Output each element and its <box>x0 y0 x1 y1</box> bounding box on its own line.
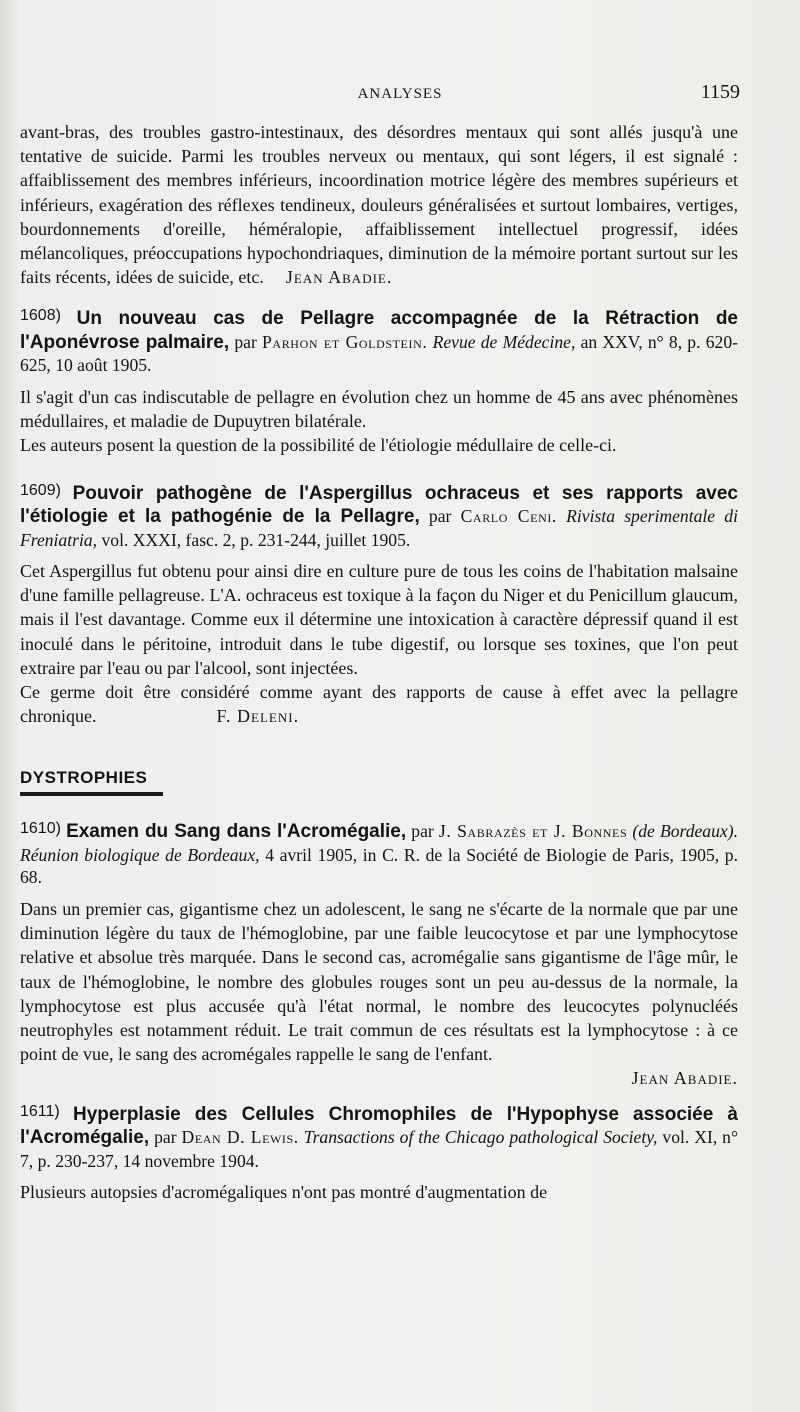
entry-citation: vol. XXXI, fasc. 2, p. 231-244, juillet 1905. <box>101 529 411 550</box>
abstract-entry-1611 <box>20 1101 738 1205</box>
entry-title: Pouvoir pathogène de l'Aspergillus ochraceus et ses rapports avec l'étiologie et la pathogénie de la Pellagre, <box>20 482 738 528</box>
entry-journal: (de Bordeaux). Réunion biologique de Bordeaux, <box>20 821 738 865</box>
entry-number: 1608) <box>20 307 61 325</box>
entry-citation: vol. XI, n° 7, p. 230-237, 14 novembre 1904. <box>20 1127 739 1171</box>
page-content <box>20 120 738 1204</box>
entry-journal: Rivista sperimentale di Freniatria, <box>20 506 738 550</box>
entry-by: par <box>154 1127 177 1148</box>
entry-number: 1609) <box>20 481 61 499</box>
entry-signature: F. Deleni. <box>216 706 300 727</box>
entry-signature: Jean Abadie. <box>631 1068 738 1089</box>
entry-journal: Transactions of the Chicago pathological Society, <box>303 1127 658 1148</box>
entry-number: 1610) <box>20 820 61 838</box>
entry-heading <box>20 1101 738 1173</box>
intro-text: avant-bras, des troubles gastro-intestinaux, des désordres mentaux qui sont allés jusqu'à une tentative de suicide. Parmi les troubles nerveux ou mentaux, qui sont légers, il est signalé : affaiblissement des membres inférieurs, incoordination motrice légère des membres supérieurs et inférieurs, exagération des réflexes tendineux, douleurs généralisées et surtout lombaires, vertiges, bourdonnements d'oreille, héméralopie, affaiblissement intellectuel progressif, idées mélancoliques, préoccupations hypochondriaques, diminution de la mémoire portant surtout sur les faits récents, idées de suicide, etc. <box>20 122 738 288</box>
entry-paragraph: Les auteurs posent la question de la possibilité de l'étiologie médullaire de celle-ci. <box>20 435 617 456</box>
entry-authors: Carlo Ceni. <box>460 506 557 527</box>
entry-journal: Revue de Médecine, <box>432 331 576 352</box>
intro-signature: Jean Abadie. <box>285 267 393 288</box>
entry-title: Hyperplasie des Cellules Chromophiles de l'Hypophyse associée à l'Acromégalie, <box>20 1103 738 1149</box>
entry-heading <box>20 305 738 377</box>
abstract-entry-1610 <box>20 818 738 1090</box>
entry-paragraph: Il s'agit d'un cas indiscutable de pellagre en évolution chez un homme de 45 ans avec phénomènes médullaires, et maladie de Dupuytren bilatérale. <box>20 386 738 432</box>
intro-paragraph <box>20 120 738 289</box>
section-heading: DYSTROPHIES <box>20 768 163 796</box>
entry-heading <box>20 480 738 552</box>
running-head-title: ANALYSES <box>357 86 443 102</box>
entry-paragraph: Cet Aspergillus fut obtenu pour ainsi dire en culture pure de tous les coins de l'habitation malsaine d'une famille pellagreuse. L'A. ochraceus est toxique à la façon du Niger et du Penicillum glaucum, mais il l'est davantage. Comme eux il détermine une intoxication à caractère dépressif quand il est inoculé dans le péritoine, introduit dans le tube digestif, ou lorsque ses toxines, que l'on peut extraire par l'eau ou par l'alcool, sont injectées. <box>20 561 738 678</box>
entry-number: 1611) <box>20 1102 60 1120</box>
entry-paragraph-text: Ce germe doit être considéré comme ayant des rapports de cause à effet avec la pellagre chronique. <box>20 682 738 727</box>
entry-citation: an XXV, n° 8, p. 620-625, 10 août 1905. <box>20 331 738 376</box>
entry-by: par <box>411 821 434 842</box>
entry-paragraph: Dans un premier cas, gigantisme chez un adolescent, le sang ne s'écarte de la normale que par une diminution légère du taux de l'hémoglobine, par une faible leucocytose et par une lymphocytose relative et absolue très marquée. Dans le second cas, acromégalie sans gigantisme de l'âge mûr, le taux de l'hémoglobine, le nombre des globules rouges sont un peu au-dessus de la normale, la lymphocytose est plus accusée qu'à l'état normal, le nombre des leucocytes polynucléés neutrophyles est notamment réduit. Le trait commun de ces résultats est la lymphocytose : à ce point de vue, le sang des acromégales rappelle le sang de l'enfant. <box>20 898 738 1065</box>
page-number: 1159 <box>700 81 740 103</box>
running-head <box>0 81 800 106</box>
entry-citation: 4 avril 1905, in C. R. de la Société de Biologie de Paris, 1905, p. 68. <box>20 844 738 888</box>
entry-heading <box>20 818 738 889</box>
entry-paragraph: Plusieurs autopsies d'acromégaliques n'ont pas montré d'augmentation de <box>20 1182 548 1203</box>
entry-authors: Parhon et Goldstein. <box>262 331 428 352</box>
entry-title: Examen du Sang dans l'Acromégalie, <box>66 821 407 843</box>
entry-paragraph <box>20 680 738 728</box>
abstract-entry-1609 <box>20 480 738 729</box>
entry-by: par <box>234 331 257 352</box>
entry-authors: J. Sabrazès et J. Bonnes <box>438 821 628 842</box>
entry-title: Un nouveau cas de Pellagre accompagnée de la Rétraction de l'Aponévrose palmaire, <box>20 308 738 353</box>
abstract-entry-1608 <box>20 305 738 457</box>
entry-authors: Dean D. Lewis. <box>181 1127 299 1148</box>
entry-by: par <box>428 506 452 527</box>
